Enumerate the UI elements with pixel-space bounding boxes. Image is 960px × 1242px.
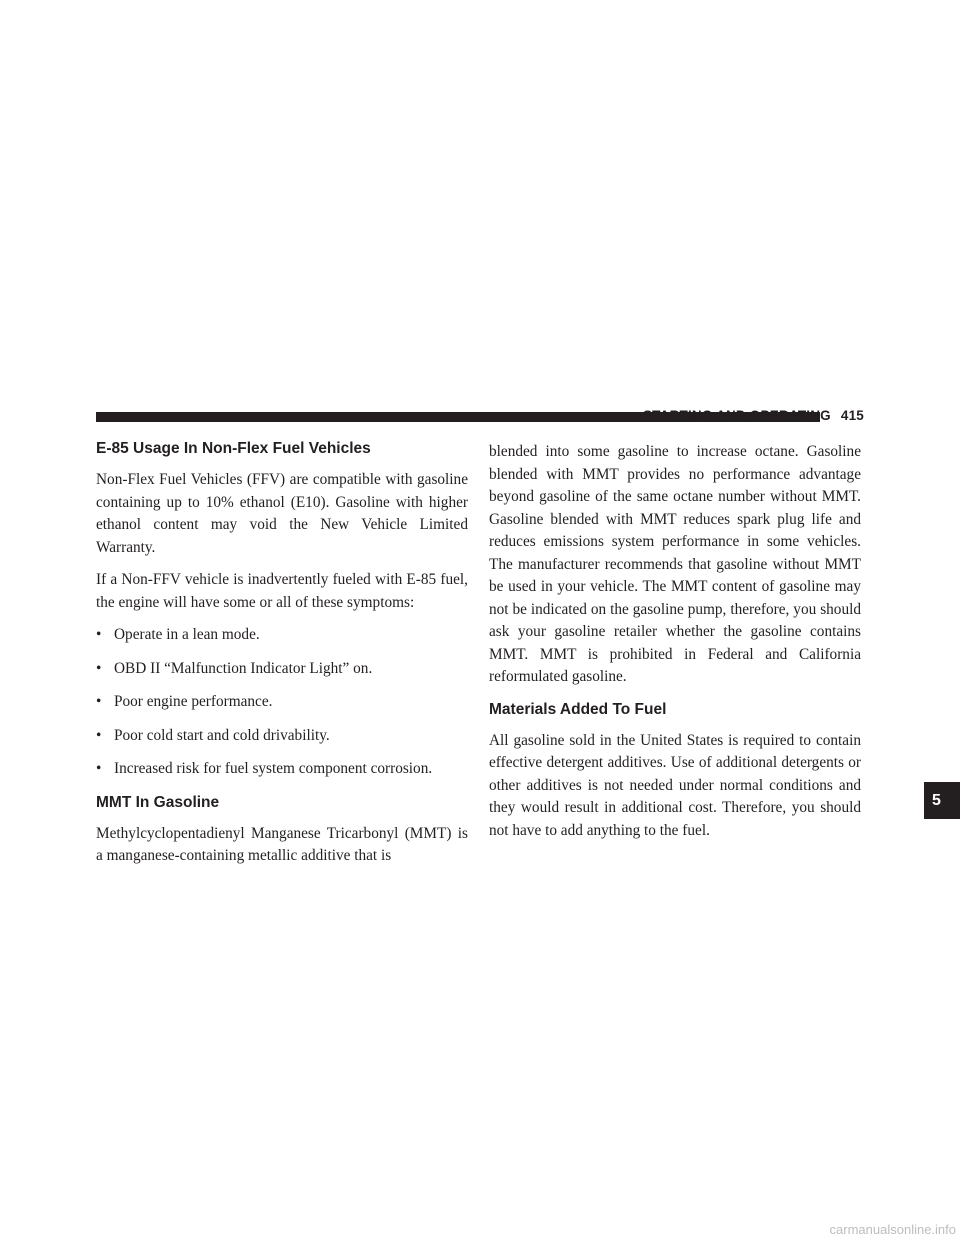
- page-number: 415: [840, 408, 864, 423]
- watermark: carmanualsonline.info: [829, 1222, 956, 1237]
- bullet-icon: •: [96, 760, 102, 777]
- bullet-icon: •: [96, 626, 102, 643]
- list-item: • OBD II “Malfunction Indicator Light” on.: [96, 658, 468, 681]
- heading-e85: E-85 Usage In Non-Flex Fuel Vehicles: [96, 440, 371, 457]
- bullet-icon: •: [96, 693, 102, 710]
- list-item: • Increased risk for fuel system component corrosion.: [96, 758, 468, 781]
- paragraph-e85-compat: Non-Flex Fuel Vehicles (FFV) are compatible with gasoline containing up to 10% ethanol (E10). Gasoline with higher ethanol content may void the New Vehicle Limited Warranty.: [96, 471, 468, 556]
- list-item: • Poor engine performance.: [96, 691, 468, 714]
- right-column: [489, 441, 861, 852]
- paragraph-e85-symptoms: If a Non-FFV vehicle is inadvertently fueled with E-85 fuel, the engine will have some or all of these symptoms:: [96, 571, 468, 611]
- symptom-list: [96, 624, 468, 781]
- bullet-icon: •: [96, 659, 102, 677]
- list-item: • Poor cold start and cold drivability.: [96, 725, 468, 748]
- running-header: [643, 406, 864, 426]
- paragraph-mmt-continued: blended into some gasoline to increase octane. Gasoline blended with MMT provides no performance advantage beyond gasoline of the same octane number without MMT. Gasoline blended with MMT reduces spark plug life and reduces emissions system performance in some vehicles. The manufacturer recommends that gasoline without MMT be used in your vehicle. The MMT content of gasoline may not be indicated on the gasoline pump, therefore, you should ask your gasoline retailer whether the gasoline contains MMT. MMT is prohibited in Federal and California reformulated gasoline.: [489, 443, 861, 685]
- list-item: • Operate in a lean mode.: [96, 624, 468, 647]
- heading-mmt: MMT In Gasoline: [96, 793, 220, 811]
- chapter-tab: 5: [924, 782, 960, 819]
- bullet-icon: •: [96, 726, 102, 744]
- paragraph-materials: All gasoline sold in the United States is required to contain effective detergent additives. Use of additional detergents or other additives is not needed under normal conditions and they would result in additional cost. Therefore, you should not have to add anything to the fuel.: [489, 731, 861, 839]
- paragraph-mmt-intro: Methylcyclopentadienyl Manganese Tricarbonyl (MMT) is a manganese-containing metallic additive that is: [96, 824, 468, 864]
- section-title: STARTING AND OPERATING: [642, 408, 831, 423]
- left-column: [96, 438, 468, 878]
- heading-materials: Materials Added To Fuel: [489, 700, 667, 718]
